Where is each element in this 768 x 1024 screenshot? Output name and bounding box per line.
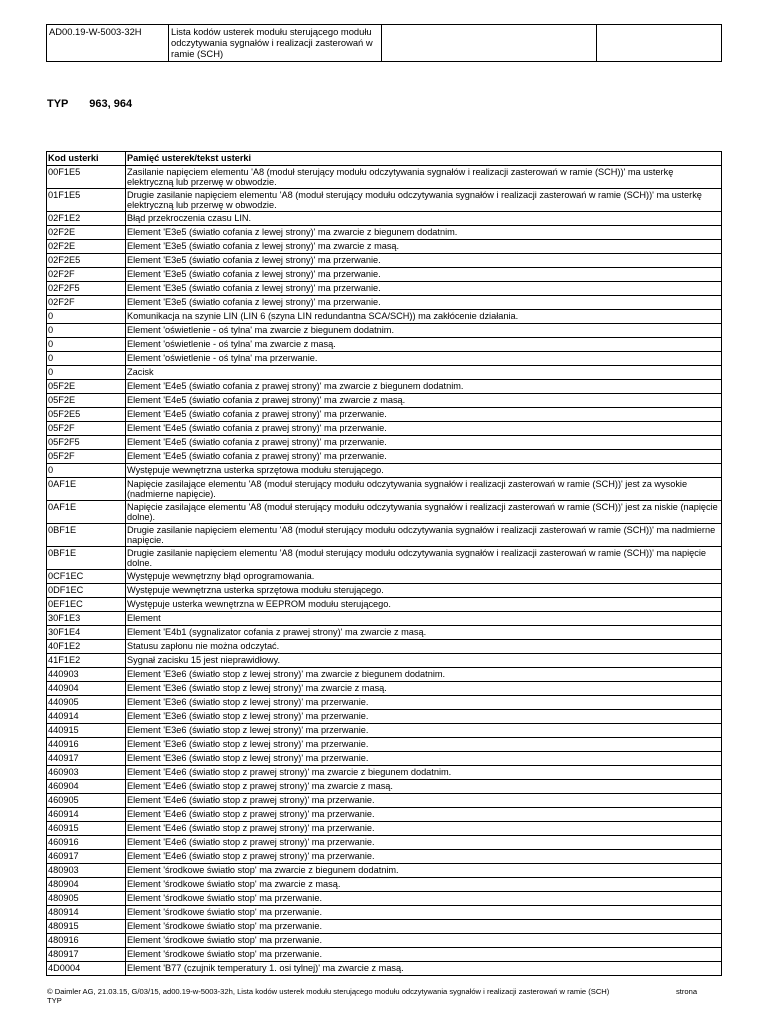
footer-page-label: strona	[676, 987, 698, 996]
fault-codes-body	[47, 166, 722, 976]
fault-text: Element 'E3e5 (światło cofania z lewej strony)' ma przerwanie.	[126, 282, 722, 296]
fault-text: Element 'E3e6 (światło stop z lewej strony)' ma zwarcie z biegunem dodatnim.	[126, 668, 722, 682]
doc-title: Lista kodów usterek modułu sterującego modułu odczytywania sygnałów i realizacji zasterowań w ramie (SCH)	[169, 25, 382, 62]
fault-code: 0	[47, 310, 126, 324]
fault-code: 440917	[47, 752, 126, 766]
fault-text: Drugie zasilanie napięciem elementu 'A8 (moduł sterujący modułu odczytywania sygnałów i realizacji zasterowań w ramie (SCH))' ma usterkę elektryczną lub przerwę w obwodzie.	[126, 189, 722, 212]
fault-text: Element 'E4e6 (światło stop z prawej strony)' ma przerwanie.	[126, 808, 722, 822]
column-header-code: Kod usterki	[47, 152, 126, 166]
table-row	[47, 920, 722, 934]
fault-text: Element 'oświetlenie - oś tylna' ma zwarcie z masą.	[126, 338, 722, 352]
fault-code: 0	[47, 324, 126, 338]
fault-code: 0	[47, 366, 126, 380]
fault-text: Element 'E3e6 (światło stop z lewej strony)' ma przerwanie.	[126, 724, 722, 738]
fault-text: Występuje wewnętrzna usterka sprzętowa modułu sterującego.	[126, 584, 722, 598]
fault-text: Element 'E4e5 (światło cofania z prawej strony)' ma przerwanie.	[126, 436, 722, 450]
table-row	[47, 310, 722, 324]
fault-code: 02F2E5	[47, 254, 126, 268]
fault-code: 0AF1E	[47, 501, 126, 524]
fault-code: 460914	[47, 808, 126, 822]
fault-code: 05F2E	[47, 394, 126, 408]
fault-code: 00F1E5	[47, 166, 126, 189]
fault-code: 440904	[47, 682, 126, 696]
fault-text: Występuje wewnętrzna usterka sprzętowa modułu sterującego.	[126, 464, 722, 478]
fault-text: Element 'E4b1 (sygnalizator cofania z prawej strony)' ma zwarcie z masą.	[126, 626, 722, 640]
table-row	[47, 948, 722, 962]
fault-text: Element 'E3e6 (światło stop z lewej strony)' ma zwarcie z masą.	[126, 682, 722, 696]
table-row	[47, 380, 722, 394]
table-row	[47, 547, 722, 570]
fault-text: Element 'oświetlenie - oś tylna' ma przerwanie.	[126, 352, 722, 366]
column-header-text: Pamięć usterek/tekst usterki	[126, 152, 722, 166]
fault-code: 02F2F	[47, 268, 126, 282]
fault-text: Błąd przekroczenia czasu LIN.	[126, 212, 722, 226]
fault-code: 460903	[47, 766, 126, 780]
table-row	[47, 394, 722, 408]
fault-code: 480917	[47, 948, 126, 962]
fault-text: Komunikacja na szynie LIN (LIN 6 (szyna LIN redundantna SCA/SCH)) ma zakłócenie działania.	[126, 310, 722, 324]
table-row	[47, 464, 722, 478]
fault-code: 0DF1EC	[47, 584, 126, 598]
table-row	[47, 962, 722, 976]
fault-text: Element 'E3e5 (światło cofania z lewej strony)' ma przerwanie.	[126, 254, 722, 268]
fault-code: 0	[47, 338, 126, 352]
fault-code: 05F2F5	[47, 436, 126, 450]
table-row	[47, 366, 722, 380]
fault-code: 30F1E3	[47, 612, 126, 626]
header-empty-cell-2	[597, 25, 722, 62]
fault-text: Element 'E4e6 (światło stop z prawej strony)' ma przerwanie.	[126, 836, 722, 850]
fault-text: Statusu zapłonu nie można odczytać.	[126, 640, 722, 654]
footer-copyright: © Daimler AG, 21.03.15, G/03/15, ad00.19-w-5003-32h, Lista kodów usterek modułu sterującego modułu odczytywania sygnałów i realizacji zasterowań w ramie (SCH)	[47, 987, 610, 996]
fault-code: 480914	[47, 906, 126, 920]
table-row	[47, 696, 722, 710]
fault-text: Element	[126, 612, 722, 626]
fault-codes-table	[46, 151, 722, 976]
fault-text: Element 'E3e6 (światło stop z lewej strony)' ma przerwanie.	[126, 752, 722, 766]
fault-code: 0	[47, 464, 126, 478]
fault-text: Element 'E3e5 (światło cofania z lewej strony)' ma zwarcie z masą.	[126, 240, 722, 254]
fault-text: Element 'oświetlenie - oś tylna' ma zwarcie z biegunem dodatnim.	[126, 324, 722, 338]
table-row	[47, 654, 722, 668]
fault-text: Napięcie zasilające elementu 'A8 (moduł sterujący modułu odczytywania sygnałów i realizacji zasterowań w ramie (SCH))' jest za niskie (napięcie dolne).	[126, 501, 722, 524]
fault-code: 480905	[47, 892, 126, 906]
table-row	[47, 766, 722, 780]
fault-code: 02F1E2	[47, 212, 126, 226]
fault-text: Element 'E3e6 (światło stop z lewej strony)' ma przerwanie.	[126, 710, 722, 724]
header-row	[47, 25, 722, 62]
fault-text: Element 'środkowe światło stop' ma przerwanie.	[126, 934, 722, 948]
fault-code: 460904	[47, 780, 126, 794]
fault-text: Element 'środkowe światło stop' ma przerwanie.	[126, 892, 722, 906]
fault-text: Element 'E4e5 (światło cofania z prawej strony)' ma przerwanie.	[126, 408, 722, 422]
table-row	[47, 189, 722, 212]
table-row	[47, 906, 722, 920]
fault-code: 440903	[47, 668, 126, 682]
fault-code: 30F1E4	[47, 626, 126, 640]
fault-text: Element 'E4e6 (światło stop z prawej strony)' ma przerwanie.	[126, 822, 722, 836]
table-row	[47, 808, 722, 822]
fault-text: Element 'środkowe światło stop' ma przerwanie.	[126, 906, 722, 920]
fault-text: Element 'E4e6 (światło stop z prawej strony)' ma zwarcie z masą.	[126, 780, 722, 794]
table-row	[47, 864, 722, 878]
fault-text: Drugie zasilanie napięciem elementu 'A8 (moduł sterujący modułu odczytywania sygnałów i realizacji zasterowań w ramie (SCH))' ma napięcie dolne.	[126, 547, 722, 570]
fault-code: 02F2E	[47, 226, 126, 240]
fault-text: Sygnał zacisku 15 jest nieprawidłowy.	[126, 654, 722, 668]
table-row	[47, 878, 722, 892]
fault-code: 05F2E5	[47, 408, 126, 422]
fault-code: 0	[47, 352, 126, 366]
fault-code: 460916	[47, 836, 126, 850]
fault-text: Element 'E4e5 (światło cofania z prawej strony)' ma zwarcie z biegunem dodatnim.	[126, 380, 722, 394]
fault-code: 460917	[47, 850, 126, 864]
table-row	[47, 836, 722, 850]
fault-code: 05F2F	[47, 450, 126, 464]
fault-text: Element 'E4e6 (światło stop z prawej strony)' ma zwarcie z biegunem dodatnim.	[126, 766, 722, 780]
table-row	[47, 780, 722, 794]
table-row	[47, 752, 722, 766]
fault-text: Napięcie zasilające elementu 'A8 (moduł sterujący modułu odczytywania sygnałów i realizacji zasterowań w ramie (SCH))' jest za wysokie (nadmierne napięcie).	[126, 478, 722, 501]
fault-code: 02F2F	[47, 296, 126, 310]
fault-code: 460915	[47, 822, 126, 836]
fault-text: Element 'E3e6 (światło stop z lewej strony)' ma przerwanie.	[126, 738, 722, 752]
fault-code: 05F2E	[47, 380, 126, 394]
table-row	[47, 724, 722, 738]
typ-label: TYP	[47, 98, 69, 110]
fault-text: Element 'E3e6 (światło stop z lewej strony)' ma przerwanie.	[126, 696, 722, 710]
fault-code: 4D0004	[47, 962, 126, 976]
table-row	[47, 324, 722, 338]
fault-text: Zasilanie napięciem elementu 'A8 (moduł sterujący modułu odczytywania sygnałów i realizacji zasterowań w ramie (SCH))' ma usterkę elektryczną lub przerwę w obwodzie.	[126, 166, 722, 189]
fault-text: Element 'E4e5 (światło cofania z prawej strony)' ma przerwanie.	[126, 422, 722, 436]
fault-text: Element 'środkowe światło stop' ma przerwanie.	[126, 948, 722, 962]
fault-text: Element 'B77 (czujnik temperatury 1. osi tylnej)' ma zwarcie z masą.	[126, 962, 722, 976]
table-row	[47, 570, 722, 584]
table-row	[47, 268, 722, 282]
fault-text: Element 'E3e5 (światło cofania z lewej strony)' ma przerwanie.	[126, 296, 722, 310]
table-row	[47, 738, 722, 752]
table-row	[47, 282, 722, 296]
table-row	[47, 598, 722, 612]
table-row	[47, 682, 722, 696]
fault-code: 40F1E2	[47, 640, 126, 654]
table-row	[47, 524, 722, 547]
fault-text: Element 'E3e5 (światło cofania z lewej strony)' ma przerwanie.	[126, 268, 722, 282]
table-row	[47, 450, 722, 464]
table-row	[47, 850, 722, 864]
fault-code: 0AF1E	[47, 478, 126, 501]
table-row	[47, 436, 722, 450]
fault-text: Występuje usterka wewnętrzna w EEPROM modułu sterującego.	[126, 598, 722, 612]
vehicle-type-line	[47, 98, 132, 110]
table-row	[47, 352, 722, 366]
fault-code: 05F2F	[47, 422, 126, 436]
table-row	[47, 226, 722, 240]
table-row	[47, 584, 722, 598]
table-row	[47, 212, 722, 226]
fault-code: 440916	[47, 738, 126, 752]
table-row	[47, 422, 722, 436]
fault-code: 480916	[47, 934, 126, 948]
fault-code: 480904	[47, 878, 126, 892]
table-row	[47, 296, 722, 310]
footer-typ: TYP	[47, 996, 62, 1005]
fault-code: 440915	[47, 724, 126, 738]
fault-text: Element 'środkowe światło stop' ma zwarcie z masą.	[126, 878, 722, 892]
header-empty-cell-1	[382, 25, 597, 62]
table-row	[47, 478, 722, 501]
table-row	[47, 822, 722, 836]
table-row	[47, 338, 722, 352]
fault-text: Zacisk	[126, 366, 722, 380]
table-row	[47, 640, 722, 654]
doc-id: AD00.19-W-5003-32H	[47, 25, 169, 62]
fault-code: 0BF1E	[47, 524, 126, 547]
fault-code: 02F2F5	[47, 282, 126, 296]
table-row	[47, 934, 722, 948]
fault-code: 480903	[47, 864, 126, 878]
fault-text: Element 'środkowe światło stop' ma przerwanie.	[126, 920, 722, 934]
typ-values: 963, 964	[89, 98, 133, 110]
table-row	[47, 892, 722, 906]
table-row	[47, 794, 722, 808]
fault-code: 0BF1E	[47, 547, 126, 570]
table-row	[47, 254, 722, 268]
fault-code: 480915	[47, 920, 126, 934]
fault-code: 460905	[47, 794, 126, 808]
fault-code: 01F1E5	[47, 189, 126, 212]
page-footer	[47, 987, 727, 1005]
table-row	[47, 626, 722, 640]
fault-text: Element 'E4e6 (światło stop z prawej strony)' ma przerwanie.	[126, 850, 722, 864]
table-row	[47, 408, 722, 422]
table-row	[47, 710, 722, 724]
document-header-table	[46, 24, 722, 62]
table-header-row	[47, 152, 722, 166]
fault-text: Element 'E4e5 (światło cofania z prawej strony)' ma zwarcie z masą.	[126, 394, 722, 408]
fault-code: 0EF1EC	[47, 598, 126, 612]
fault-code: 0CF1EC	[47, 570, 126, 584]
fault-code: 02F2E	[47, 240, 126, 254]
fault-text: Element 'środkowe światło stop' ma zwarcie z biegunem dodatnim.	[126, 864, 722, 878]
fault-code: 440905	[47, 696, 126, 710]
fault-text: Element 'E4e5 (światło cofania z prawej strony)' ma przerwanie.	[126, 450, 722, 464]
fault-text: Element 'E3e5 (światło cofania z lewej strony)' ma zwarcie z biegunem dodatnim.	[126, 226, 722, 240]
fault-code: 440914	[47, 710, 126, 724]
fault-code: 41F1E2	[47, 654, 126, 668]
fault-text: Drugie zasilanie napięciem elementu 'A8 (moduł sterujący modułu odczytywania sygnałów i realizacji zasterowań w ramie (SCH))' ma nadmierne napięcie.	[126, 524, 722, 547]
fault-text: Element 'E4e6 (światło stop z prawej strony)' ma przerwanie.	[126, 794, 722, 808]
table-row	[47, 501, 722, 524]
table-row	[47, 668, 722, 682]
table-row	[47, 166, 722, 189]
table-row	[47, 240, 722, 254]
fault-text: Występuje wewnętrzny błąd oprogramowania.	[126, 570, 722, 584]
table-row	[47, 612, 722, 626]
